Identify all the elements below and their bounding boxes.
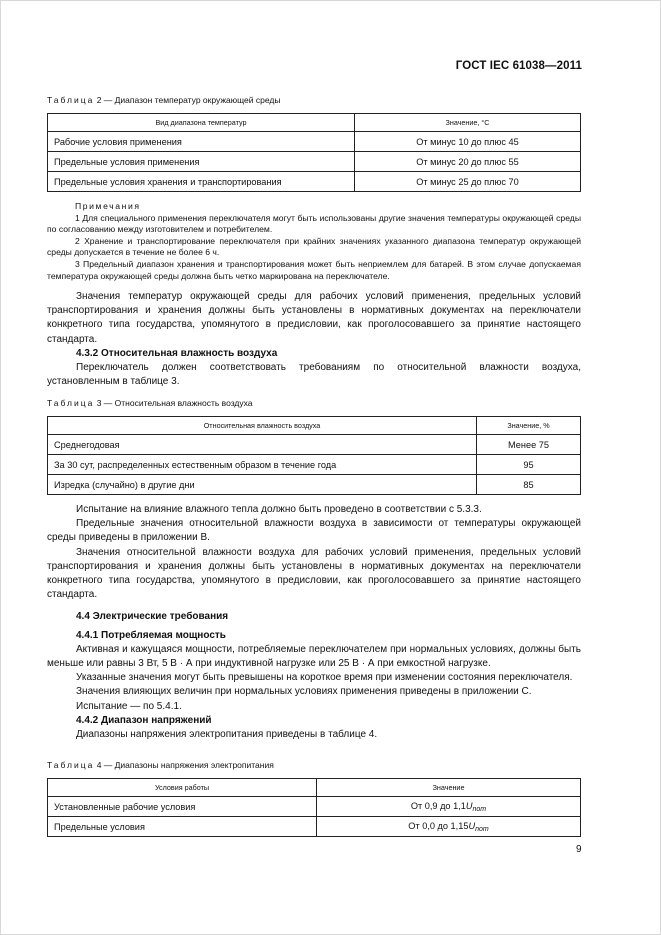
voltage-symbol: U <box>465 800 473 811</box>
page-number: 9 <box>576 844 582 855</box>
note-item: 2 Хранение и транспортирование переключателя при крайних значениях указанного диапазона температур окружающей среды допускается в течение не более 6 ч. <box>47 235 581 258</box>
table4 <box>47 778 581 837</box>
note-item: 3 Предельный диапазон хранения и транспортирования может быть неприемлем для батарей. В этом случае допускаемая температура окружающей среды должна быть четко маркирована на переключателе. <box>47 258 581 281</box>
note-item: 1 Для специального применения переключателя могут быть использованы другие значения температуры окружающей среды по согласованию между изготовителем и потребителем. <box>47 212 581 235</box>
voltage-symbol: U <box>468 820 476 831</box>
table2-caption-word: Таблица <box>47 95 95 105</box>
table-cell: Предельные условия применения <box>48 152 355 172</box>
table3-caption-word: Таблица <box>47 398 95 408</box>
table4-col-conditions: Условия работы <box>48 779 317 797</box>
paragraph: Предельные значения относительной влажности воздуха в зависимости от температуры окружающей среды приведены в приложении В. <box>47 518 581 544</box>
table-cell: Предельные условия хранения и транспортирования <box>48 172 355 192</box>
table-row <box>48 152 581 172</box>
table-row <box>48 797 581 817</box>
table2-col-type: Вид диапазона температур <box>48 114 355 132</box>
notes-heading: Примечания <box>75 201 141 211</box>
table-cell: 85 <box>477 475 581 495</box>
value-prefix: От 0,9 до 1,1 <box>410 800 466 811</box>
paragraph: Диапазоны напряжения электропитания приведены в таблице 4. <box>76 729 378 741</box>
table2-caption-title: 2 — Диапазон температур окружающей среды <box>96 95 281 105</box>
table-cell: Менее 75 <box>477 435 581 455</box>
paragraph: Испытание на влияние влажного тепла должно быть проведено в соответствии с 5.3.3. <box>76 504 482 515</box>
voltage-subscript: nom <box>475 825 489 833</box>
section-heading-4-3-2: 4.3.2 Относительная влажность воздуха <box>76 347 278 359</box>
paragraph: Указанные значения могут быть превышены на короткое время при изменении состояния переключателя. <box>76 672 573 684</box>
table2-col-value: Значение, °С <box>355 114 581 132</box>
table-row <box>48 435 581 455</box>
table4-col-value: Значение <box>317 779 581 797</box>
paragraph: Активная и кажущаяся мощности, потребляемые переключателем при нормальных условиях, должны быть меньше или равны 3 Вт, 5 В · А при индуктивной нагрузке или 25 В · А при емкостной нагрузке. <box>47 643 581 670</box>
table-cell <box>317 797 581 817</box>
table-cell: От минус 20 до плюс 55 <box>355 152 581 172</box>
notes-block <box>47 201 581 282</box>
value-prefix: От 0,0 до 1,15 <box>408 820 469 831</box>
paragraph: Значения влияющих величин при нормальных условиях применения приведены в приложении С. <box>76 686 532 698</box>
table3-col-value: Значение, % <box>477 417 581 435</box>
text-block-2 <box>47 503 581 742</box>
paragraph: Переключатель должен соответствовать требованиям по относительной влажности воздуха, установленным в таблице 3. <box>47 362 581 388</box>
table3 <box>47 416 581 495</box>
table-cell: Рабочие условия применения <box>48 132 355 152</box>
table-row <box>48 817 581 837</box>
section-heading-4-4-2: 4.4.2 Диапазон напряжений <box>76 714 212 726</box>
table-cell: Среднегодовая <box>48 435 477 455</box>
paragraph: Испытание — по 5.4.1. <box>76 700 182 712</box>
table-header-row <box>48 114 581 132</box>
table-header-row <box>48 417 581 435</box>
table-row <box>48 455 581 475</box>
table-cell: Предельные условия <box>48 817 317 837</box>
table-row <box>48 172 581 192</box>
text-block-1 <box>47 290 581 389</box>
table-header-row <box>48 779 581 797</box>
table2-caption <box>47 95 280 105</box>
section-heading-4-4-1: 4.4.1 Потребляемая мощность <box>76 629 226 641</box>
table3-caption <box>47 398 253 408</box>
section-heading-4-4: 4.4 Электрические требования <box>76 611 229 623</box>
table-cell: 95 <box>477 455 581 475</box>
table-cell <box>317 817 581 837</box>
table-cell: Установленные рабочие условия <box>48 797 317 817</box>
table-row <box>48 132 581 152</box>
paragraph: Значения температур окружающей среды для рабочих условий применения, предельных условий транспортирования и хранения должны быть установлены в нормативных документах на переключатели конкретного типа государства, упомянутого в предисловии, как проголосовавшего за принятие настоящего стандарта. <box>47 291 581 345</box>
table-row <box>48 475 581 495</box>
paragraph: Значения относительной влажности воздуха для рабочих условий применения, предельных условий транспортирования и хранения должны быть установлены в нормативных документах на переключатели конкретного типа государства, упомянутого в предисловии, как проголосовавшего за принятие настоящего стандарта. <box>47 546 581 601</box>
table4-caption-title: 4 — Диапазоны напряжения электропитания <box>96 760 274 770</box>
table-cell: Изредка (случайно) в другие дни <box>48 475 477 495</box>
table-cell: От минус 25 до плюс 70 <box>355 172 581 192</box>
table3-caption-title: 3 — Относительная влажность воздуха <box>96 398 253 408</box>
table3-col-type: Относительная влажность воздуха <box>48 417 477 435</box>
table4-caption <box>47 760 274 770</box>
table-cell: От минус 10 до плюс 45 <box>355 132 581 152</box>
table4-caption-word: Таблица <box>47 760 95 770</box>
standard-number: ГОСТ IEC 61038—2011 <box>455 60 582 72</box>
voltage-subscript: nom <box>472 805 487 813</box>
table2 <box>47 113 581 192</box>
table-cell: За 30 сут, распределенных естественным образом в течение года <box>48 455 477 475</box>
